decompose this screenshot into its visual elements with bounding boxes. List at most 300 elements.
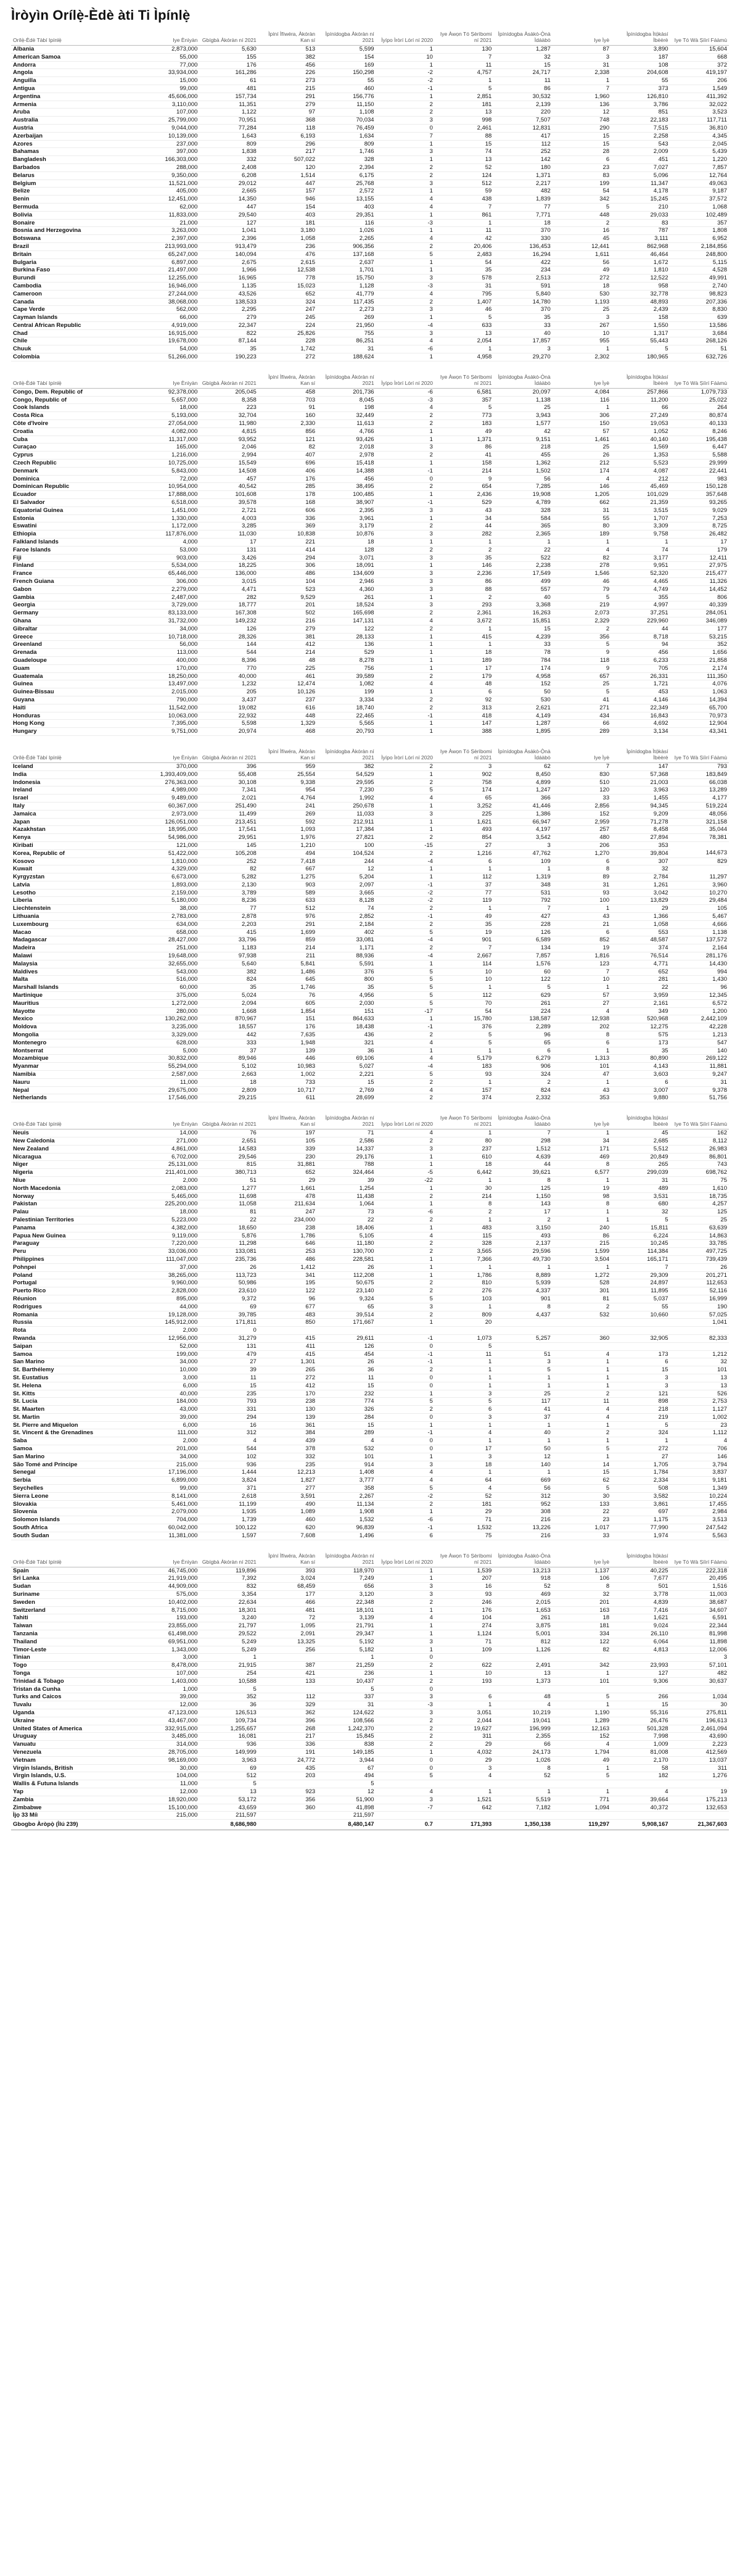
table-cell: 1 xyxy=(553,1176,611,1184)
table-cell: 43,341 xyxy=(670,728,729,736)
table-cell: 307 xyxy=(611,857,670,865)
table-cell: 656 xyxy=(317,1583,376,1591)
table-row xyxy=(11,656,729,664)
table-cell: 2 xyxy=(376,420,435,428)
table-cell: 6,064 xyxy=(611,1638,670,1646)
table-cell: 1 xyxy=(553,1263,611,1271)
table-cell: 787 xyxy=(611,227,670,235)
table-cell: 0 xyxy=(376,1756,435,1764)
table-cell: 205 xyxy=(199,688,258,696)
table-cell: 824 xyxy=(493,1086,552,1094)
table-cell: 120 xyxy=(258,163,317,171)
country-name-cell: Macao xyxy=(11,928,141,936)
table-row xyxy=(11,672,729,680)
table-cell: 31 xyxy=(553,61,611,69)
table-cell: 2,984 xyxy=(670,1508,729,1516)
table-cell: 697 xyxy=(611,1508,670,1516)
table-cell: 29,999 xyxy=(670,460,729,468)
table-row xyxy=(11,1287,729,1295)
table-cell: 435 xyxy=(258,1764,317,1772)
table-cell: 125 xyxy=(670,1208,729,1216)
table-cell: 553 xyxy=(611,928,670,936)
table-cell: 2,332 xyxy=(493,1094,552,1102)
table-cell: 282 xyxy=(199,593,258,601)
table-cell: 312 xyxy=(493,1492,552,1500)
table-cell: 3,329,000 xyxy=(141,1031,199,1039)
table-cell: 8,458 xyxy=(611,826,670,834)
table-cell: 1,112 xyxy=(670,1429,729,1437)
table-cell: 3 xyxy=(376,570,435,578)
table-cell: 771 xyxy=(553,1796,611,1804)
country-name-cell: Madeira xyxy=(11,944,141,952)
table-cell: 1 xyxy=(553,77,611,85)
table-cell: 468 xyxy=(258,728,317,736)
table-cell: 838 xyxy=(317,1741,376,1749)
column-header: Ìyípo Ìròrí Lórí ní 2020 xyxy=(376,27,435,46)
table-cell: 100 xyxy=(553,897,611,905)
country-name-cell: St. Helena xyxy=(11,1382,141,1390)
table-cell: 161,286 xyxy=(199,69,258,77)
table-cell: 44,000 xyxy=(141,1303,199,1311)
table-cell: 71 xyxy=(435,1638,493,1646)
table-cell: 55,294,000 xyxy=(141,1063,199,1071)
table-cell: 146 xyxy=(670,1453,729,1461)
table-cell: 0 xyxy=(376,1685,435,1693)
table-cell: 348 xyxy=(493,881,552,889)
table-cell: 3,180 xyxy=(258,227,317,235)
table-cell: 902 xyxy=(435,770,493,778)
table-cell: 125 xyxy=(493,1184,552,1192)
table-cell: 201,271 xyxy=(670,1271,729,1279)
table-cell: 35 xyxy=(199,984,258,992)
table-cell: 7 xyxy=(553,968,611,976)
table-cell: 15 xyxy=(435,140,493,148)
table-cell: 1 xyxy=(553,1129,611,1137)
table-cell: 26 xyxy=(317,1358,376,1366)
table-cell: 739,439 xyxy=(670,1255,729,1263)
table-cell: 2,334 xyxy=(611,1477,670,1485)
table-cell: 4 xyxy=(376,617,435,625)
table-cell: 481 xyxy=(199,85,258,93)
country-name-cell: Britain xyxy=(11,250,141,258)
table-cell: 8 xyxy=(553,1200,611,1208)
table-cell: 633 xyxy=(435,321,493,329)
country-name-cell: Ukraine xyxy=(11,1717,141,1725)
table-cell: 1,137 xyxy=(553,1567,611,1575)
table-cell: 65 xyxy=(317,1303,376,1311)
table-cell: 4 xyxy=(376,680,435,688)
table-cell: 117,435 xyxy=(317,298,376,306)
table-cell: 16,999 xyxy=(670,1295,729,1303)
table-cell: 126,051,000 xyxy=(141,818,199,826)
table-cell: 9,029 xyxy=(670,506,729,514)
table-cell: 3,515 xyxy=(611,506,670,514)
table-cell: 806 xyxy=(670,593,729,601)
table-cell: 3 xyxy=(376,444,435,452)
total-cell: 8,686,980 xyxy=(199,1820,258,1830)
table-cell: 12 xyxy=(493,1453,552,1461)
country-name-cell: Madagascar xyxy=(11,936,141,944)
table-row xyxy=(11,810,729,818)
table-cell: 793 xyxy=(670,762,729,770)
table-cell: 274 xyxy=(435,1622,493,1630)
table-cell: 478 xyxy=(258,1192,317,1200)
table-cell: 165,171 xyxy=(611,1255,670,1263)
country-name-cell: Azores xyxy=(11,140,141,148)
table-cell: 165,000 xyxy=(141,444,199,452)
table-cell: 1,948 xyxy=(258,1039,317,1047)
country-name-cell: Paraguay xyxy=(11,1240,141,1248)
country-name-cell: Ethiopia xyxy=(11,530,141,539)
table-cell: 639 xyxy=(670,314,729,322)
table-row xyxy=(11,156,729,164)
table-cell: 51 xyxy=(493,1350,552,1358)
table-cell: 6,518,000 xyxy=(141,499,199,507)
table-cell: 1,272,000 xyxy=(141,999,199,1007)
table-cell: -2 xyxy=(376,1492,435,1500)
table-cell: 10,876 xyxy=(317,530,376,539)
table-cell: 5 xyxy=(199,1685,258,1693)
table-cell: 1 xyxy=(376,728,435,736)
table-cell: 9,324 xyxy=(317,1295,376,1303)
table-cell: 9,024 xyxy=(611,1622,670,1630)
table-cell: 591 xyxy=(493,282,552,290)
country-name-cell: Namibia xyxy=(11,1071,141,1079)
table-cell: 2 xyxy=(376,1311,435,1319)
table-cell: 584 xyxy=(493,514,552,522)
table-cell: 61 xyxy=(199,77,258,85)
table-cell: 277 xyxy=(258,1485,317,1493)
country-name-cell: Seychelles xyxy=(11,1485,141,1493)
table-cell: 2 xyxy=(376,1279,435,1287)
table-cell: 1,210 xyxy=(258,841,317,849)
table-cell: 1 xyxy=(435,539,493,547)
table-cell: 48 xyxy=(493,1693,552,1701)
table-cell: 18,735 xyxy=(670,1192,729,1200)
table-cell: 197 xyxy=(258,1129,317,1137)
country-name-cell: Honduras xyxy=(11,712,141,720)
table-cell: 1 xyxy=(376,1263,435,1271)
table-cell: 17 xyxy=(435,664,493,672)
table-cell: 211 xyxy=(258,952,317,960)
table-cell: 177 xyxy=(670,625,729,633)
country-name-cell: Togo xyxy=(11,1662,141,1670)
table-cell: 2,442,109 xyxy=(670,1015,729,1023)
table-cell: 29 xyxy=(435,1756,493,1764)
table-cell: 133,081 xyxy=(199,1248,258,1256)
table-cell: 1,634 xyxy=(317,132,376,140)
table-row xyxy=(11,483,729,491)
table-cell: 358 xyxy=(317,1485,376,1493)
table-cell xyxy=(258,1780,317,1788)
table-cell: 1,371 xyxy=(493,171,552,180)
table-cell: 16,081 xyxy=(199,1733,258,1741)
table-cell: 2,878 xyxy=(199,913,258,921)
table-cell: 326 xyxy=(317,1406,376,1414)
column-header: Iye Ìyè xyxy=(553,745,611,763)
table-cell: 3,000 xyxy=(141,1374,199,1382)
table-row xyxy=(11,897,729,905)
table-cell: 3 xyxy=(493,841,552,849)
table-cell: 11,180 xyxy=(317,1240,376,1248)
table-cell: 57 xyxy=(553,992,611,1000)
table-cell: 1 xyxy=(553,1382,611,1390)
table-cell: 1,895 xyxy=(493,728,552,736)
country-name-cell: Timor-Leste xyxy=(11,1646,141,1654)
table-cell: 1 xyxy=(376,140,435,148)
table-cell: 4,919,000 xyxy=(141,321,199,329)
table-cell: 5,876 xyxy=(199,1232,258,1240)
table-cell: 48 xyxy=(258,656,317,664)
country-name-cell: Argentina xyxy=(11,93,141,101)
table-cell: 6 xyxy=(553,928,611,936)
table-cell: 2,621 xyxy=(493,704,552,712)
table-cell: 4,861,000 xyxy=(141,1145,199,1153)
table-cell: 45 xyxy=(553,235,611,243)
table-cell: 280,000 xyxy=(141,1007,199,1015)
table-cell: 998 xyxy=(435,117,493,125)
table-cell: 1 xyxy=(611,1437,670,1445)
table-cell xyxy=(435,1685,493,1693)
table-cell: 26 xyxy=(317,1263,376,1271)
table-cell: 31 xyxy=(435,282,493,290)
table-row xyxy=(11,641,729,649)
column-header: Ìpínídogba Àsàkò-Ọ̀nà Ìdáàbò xyxy=(493,1549,552,1567)
table-cell: -4 xyxy=(376,321,435,329)
table-cell: 57,025 xyxy=(670,1311,729,1319)
table-cell: 179 xyxy=(435,672,493,680)
table-cell: 154 xyxy=(258,203,317,211)
table-cell: 2,994 xyxy=(199,452,258,460)
table-cell: 5,512 xyxy=(611,1145,670,1153)
table-cell: 17,384 xyxy=(317,826,376,834)
table-cell: 31 xyxy=(611,1176,670,1184)
table-cell: 419,197 xyxy=(670,69,729,77)
table-cell xyxy=(435,1654,493,1662)
table-cell: 321,158 xyxy=(670,818,729,826)
table-cell: 357 xyxy=(435,396,493,404)
country-name-cell: St. Pierre and Miquelon xyxy=(11,1421,141,1429)
table-cell: 113,723 xyxy=(199,1271,258,1279)
table-cell: 44 xyxy=(611,625,670,633)
table-cell: 1,289 xyxy=(553,1717,611,1725)
table-cell: 18 xyxy=(317,539,376,547)
table-cell: 1,058 xyxy=(258,235,317,243)
table-cell: 18,740 xyxy=(317,704,376,712)
table-cell: 1,270 xyxy=(553,849,611,857)
table-cell: 21,915 xyxy=(199,1662,258,1670)
table-cell: 273 xyxy=(258,77,317,85)
table-cell: 3,309 xyxy=(611,522,670,530)
table-cell: 214 xyxy=(258,944,317,952)
table-cell: 5 xyxy=(553,203,611,211)
table-cell: 4 xyxy=(376,196,435,204)
table-cell: 27,894 xyxy=(611,834,670,842)
table-cell: 149,232 xyxy=(199,617,258,625)
table-cell: 1 xyxy=(376,93,435,101)
table-cell: 228,581 xyxy=(317,1255,376,1263)
table-cell: 21,259 xyxy=(317,1662,376,1670)
table-cell: 1 xyxy=(376,1153,435,1161)
table-cell: 101,029 xyxy=(611,491,670,499)
table-cell: 22 xyxy=(199,1216,258,1224)
table-row xyxy=(11,1350,729,1358)
table-cell: 6,673,000 xyxy=(141,873,199,881)
country-name-cell: Zimbabwe xyxy=(11,1804,141,1812)
table-row xyxy=(11,762,729,770)
table-cell: 39,000 xyxy=(141,1413,199,1421)
table-row xyxy=(11,728,729,736)
table-cell: 22,349 xyxy=(611,704,670,712)
country-name-cell: Senegal xyxy=(11,1469,141,1477)
country-name-cell: Panama xyxy=(11,1224,141,1232)
table-cell: 13 xyxy=(435,109,493,117)
table-cell: 94 xyxy=(611,641,670,649)
table-row xyxy=(11,53,729,61)
table-cell: 1,407 xyxy=(435,298,493,306)
table-cell: 2,973,000 xyxy=(141,810,199,818)
table-cell: 17 xyxy=(670,539,729,547)
table-cell: 12,522 xyxy=(611,275,670,283)
table-cell: 66,038 xyxy=(670,778,729,786)
table-cell: 1 xyxy=(376,1390,435,1398)
table-cell: 4,076 xyxy=(670,680,729,688)
table-cell: 1,138 xyxy=(670,928,729,936)
table-row xyxy=(11,1453,729,1461)
table-cell: 96,839 xyxy=(317,1524,376,1532)
table-header-row xyxy=(11,745,729,763)
table-cell: 2 xyxy=(376,298,435,306)
table-cell: 809 xyxy=(317,140,376,148)
table-cell: 101 xyxy=(553,1677,611,1685)
table-cell: 5,105 xyxy=(317,1232,376,1240)
table-cell: 62 xyxy=(553,1477,611,1485)
table-row xyxy=(11,1670,729,1678)
column-header: Iye Àwọn Tó Ṣèrìbomi ní 2021 xyxy=(435,745,493,763)
table-cell: 126 xyxy=(317,1342,376,1350)
table-cell: 16 xyxy=(199,1421,258,1429)
table-cell: 210 xyxy=(611,203,670,211)
table-cell: 130 xyxy=(258,1406,317,1414)
column-header: Ìpínídogba Ìtọ́kàsí Ìbèèrè xyxy=(611,1111,670,1129)
table-cell: 14,452 xyxy=(670,585,729,593)
table-cell: 215,000 xyxy=(141,1812,199,1820)
table-cell: 1 xyxy=(376,770,435,778)
table-row xyxy=(11,1169,729,1177)
table-cell: 8,278 xyxy=(317,656,376,664)
table-cell: 2 xyxy=(376,1717,435,1725)
table-cell: 213,451 xyxy=(199,818,258,826)
table-cell: 1,854 xyxy=(258,1007,317,1015)
table-cell: 8 xyxy=(493,1176,552,1184)
table-cell: 49,991 xyxy=(670,275,729,283)
table-cell: 1 xyxy=(553,1670,611,1678)
table-cell: 29,309 xyxy=(611,1271,670,1279)
table-cell: 645 xyxy=(258,976,317,984)
table-cell: 4 xyxy=(376,203,435,211)
table-cell: 284,051 xyxy=(670,609,729,617)
table-cell: 8,830 xyxy=(670,306,729,314)
table-cell: 397,000 xyxy=(141,148,199,156)
table-cell: 1 xyxy=(376,1255,435,1263)
table-cell: 82 xyxy=(258,444,317,452)
table-cell: 235 xyxy=(258,1461,317,1469)
table-cell: 8,478,000 xyxy=(141,1662,199,1670)
table-cell: 387 xyxy=(258,1662,317,1670)
table-cell: 133 xyxy=(553,1500,611,1508)
table-cell: 1 xyxy=(376,211,435,219)
table-cell: 11,297 xyxy=(670,873,729,881)
table-cell: 98 xyxy=(553,1192,611,1200)
table-row xyxy=(11,499,729,507)
table-cell: 3,591 xyxy=(258,1492,317,1500)
table-cell: 51,756 xyxy=(670,1094,729,1102)
table-cell: 2,665 xyxy=(199,188,258,196)
table-cell: 265 xyxy=(258,1366,317,1374)
table-cell: 47 xyxy=(553,1071,611,1079)
table-cell: 6,279 xyxy=(493,1055,552,1063)
table-cell: 215,000 xyxy=(141,1461,199,1469)
table-cell: 1 xyxy=(376,227,435,235)
table-row xyxy=(11,849,729,857)
table-cell: 859 xyxy=(258,936,317,944)
country-name-cell: Bahamas xyxy=(11,148,141,156)
table-cell: 1,550 xyxy=(611,321,670,329)
table-row xyxy=(11,1094,729,1102)
table-cell: 41,898 xyxy=(317,1804,376,1812)
table-cell: 5,534,000 xyxy=(141,562,199,570)
table-cell: 336 xyxy=(258,1741,317,1749)
table-cell: 235,736 xyxy=(199,1255,258,1263)
table-cell: 1 xyxy=(435,625,493,633)
table-cell: 34,000 xyxy=(141,1358,199,1366)
table-cell: 288,000 xyxy=(141,163,199,171)
table-cell: 11 xyxy=(199,1374,258,1382)
table-cell: 18 xyxy=(493,219,552,227)
table-cell: 4 xyxy=(553,1406,611,1414)
table-cell: 3,531 xyxy=(611,1192,670,1200)
table-cell: 11,521,000 xyxy=(141,180,199,188)
table-row xyxy=(11,1031,729,1039)
table-cell: 3,437 xyxy=(199,696,258,704)
table-cell: 27,054,000 xyxy=(141,420,199,428)
table-cell: 7,285 xyxy=(493,483,552,491)
column-header: Ìpíní Ìfíwéra, Àkóràn Kan sí xyxy=(258,745,317,763)
country-name-cell: Sri Lanka xyxy=(11,1575,141,1583)
table-cell: 272 xyxy=(553,275,611,283)
table-cell: 1 xyxy=(376,1224,435,1232)
country-name-cell: Papua New Guinea xyxy=(11,1232,141,1240)
table-cell: 1,516 xyxy=(670,1583,729,1591)
table-row xyxy=(11,944,729,952)
table-cell: 5,598 xyxy=(199,720,258,728)
table-cell: 490 xyxy=(258,1500,317,1508)
country-name-cell: South Africa xyxy=(11,1524,141,1532)
table-cell: 175,213 xyxy=(670,1796,729,1804)
table-cell: 4 xyxy=(553,1413,611,1421)
table-cell: 294 xyxy=(199,1413,258,1421)
table-cell: 328 xyxy=(493,506,552,514)
table-cell: 2 xyxy=(493,1078,552,1086)
column-header: Iye Àwọn Tó Ṣèrìbomi ní 2021 xyxy=(435,1549,493,1567)
table-cell: 2 xyxy=(376,1031,435,1039)
table-cell: 5,024 xyxy=(199,992,258,1000)
table-cell: 10 xyxy=(553,976,611,984)
table-cell: 40,000 xyxy=(199,672,258,680)
table-cell: 11,980 xyxy=(199,420,258,428)
table-cell: 188,624 xyxy=(317,353,376,361)
table-row xyxy=(11,1303,729,1311)
